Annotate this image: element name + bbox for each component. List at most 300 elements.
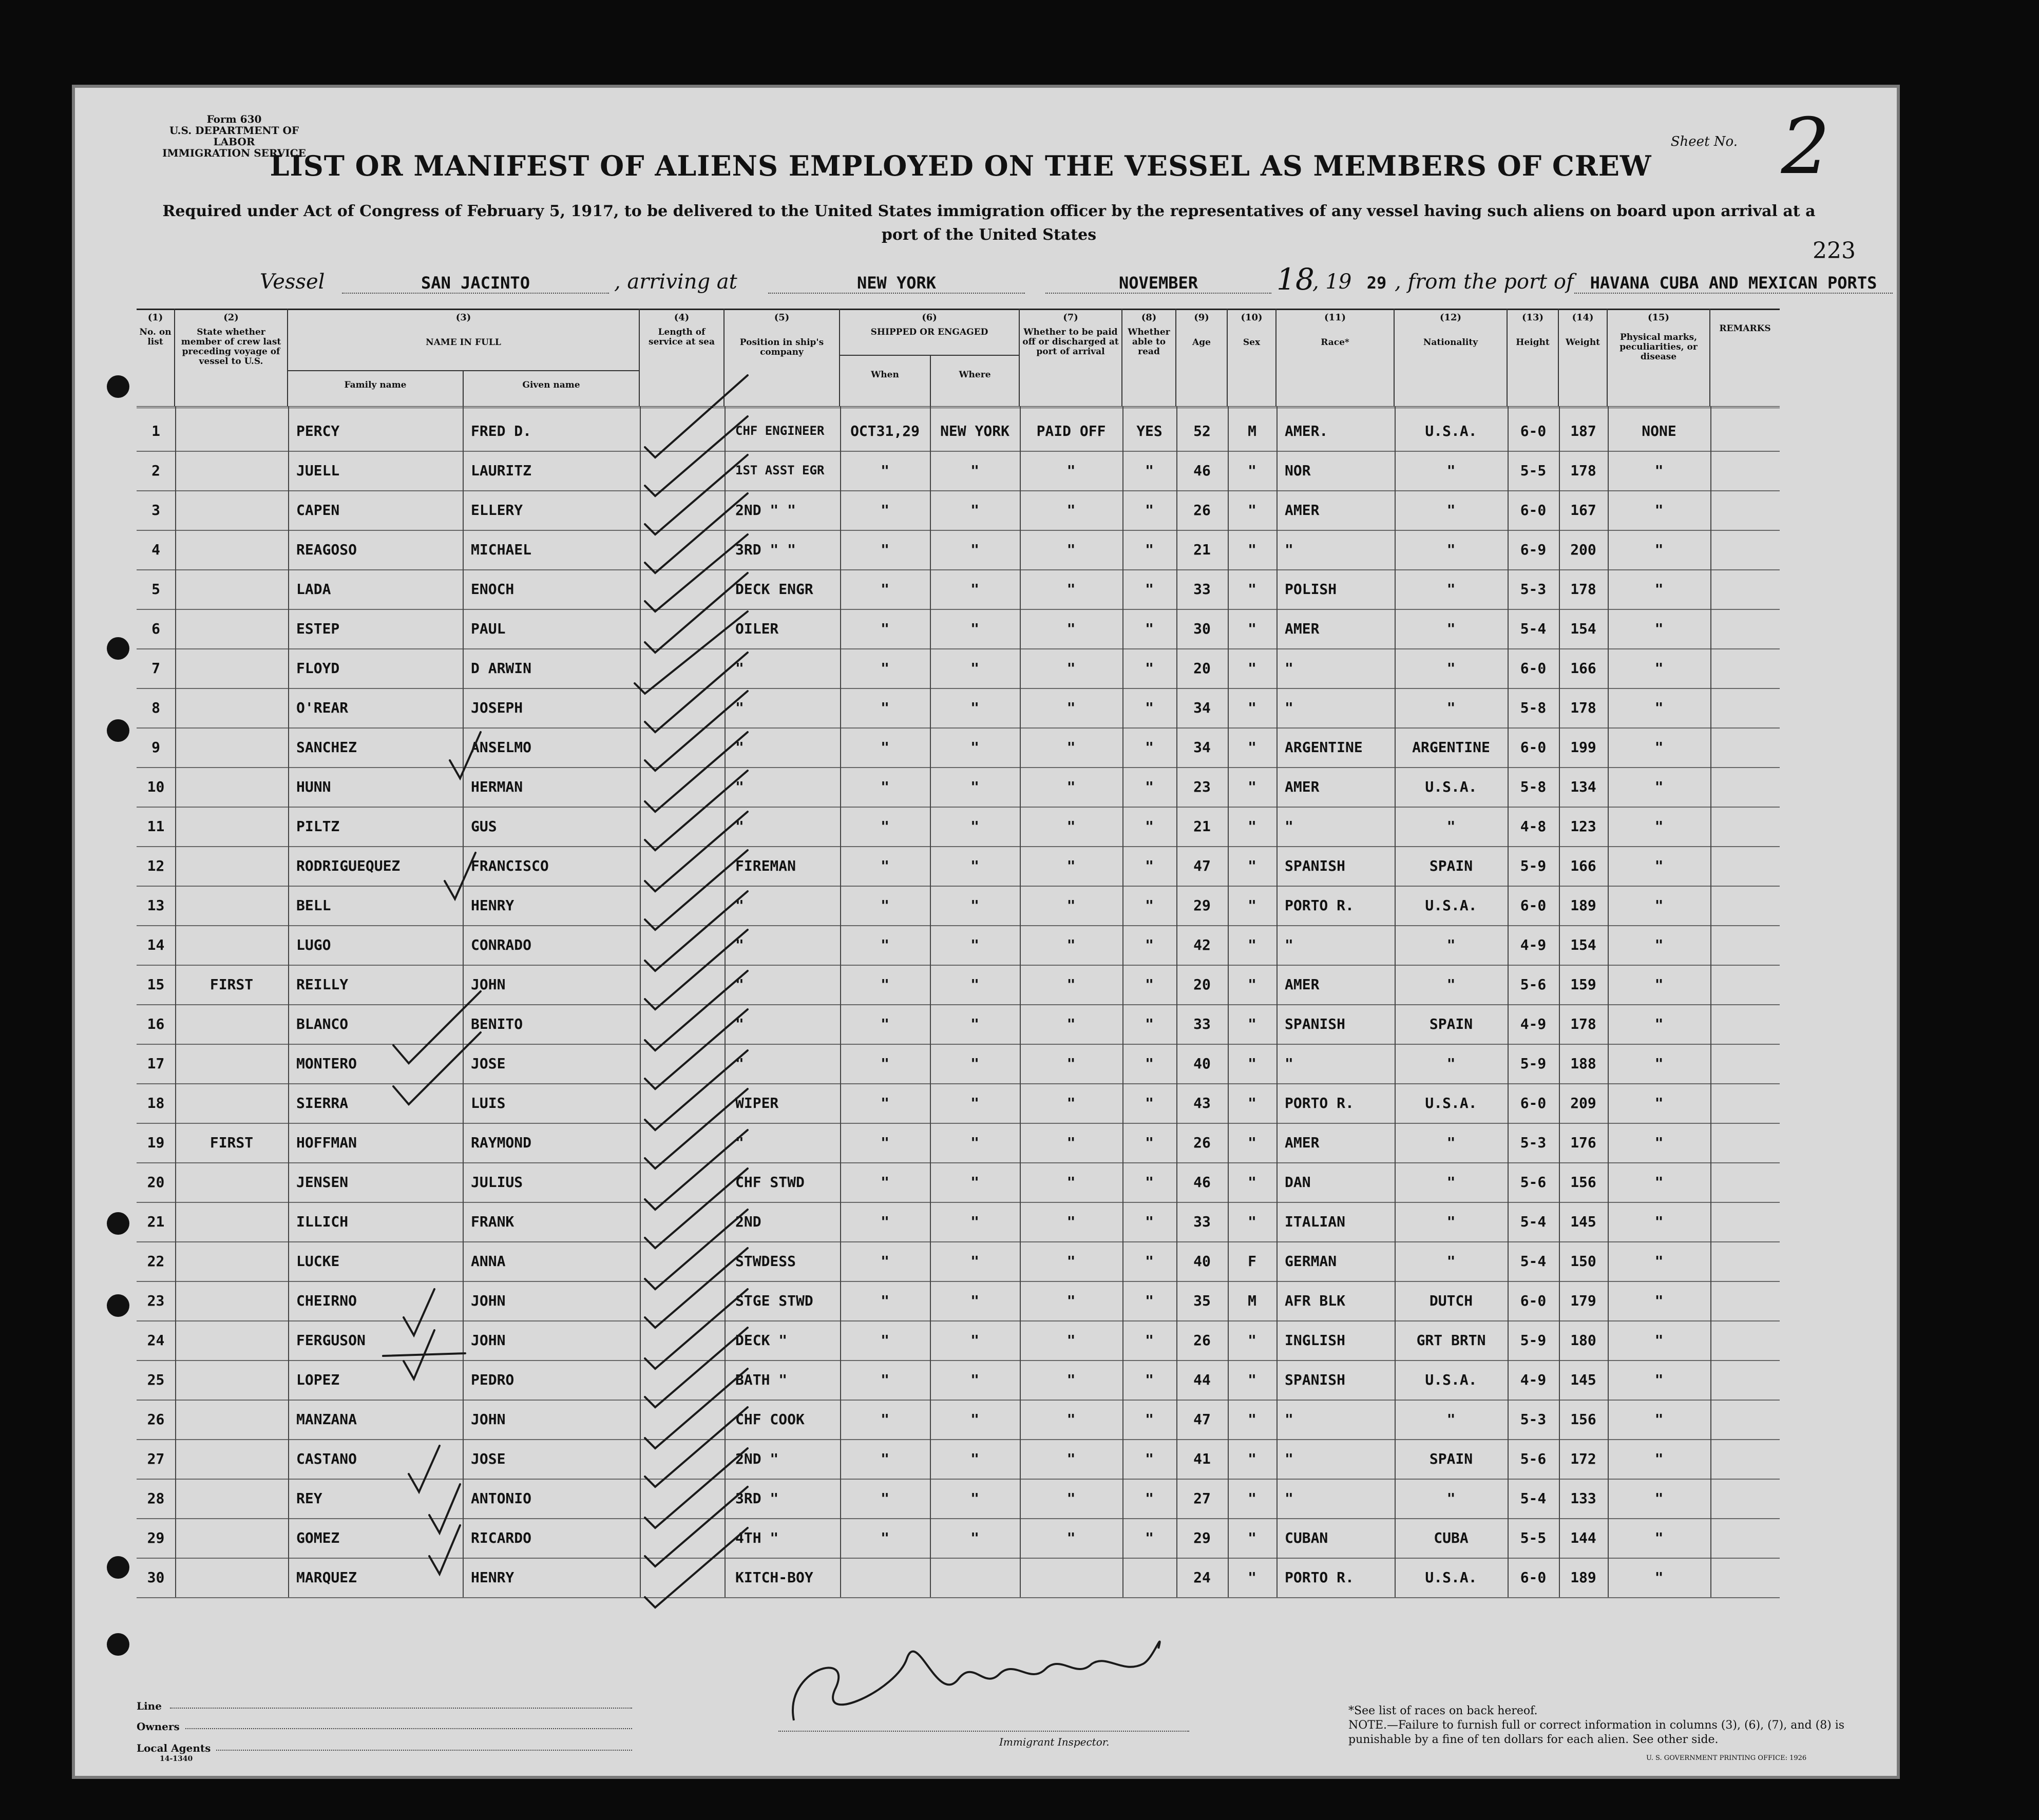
- cell-race: ": [1285, 1411, 1293, 1428]
- cell-paid: ": [1066, 1292, 1076, 1309]
- cell-nationality: U.S.A.: [1425, 423, 1477, 439]
- cell-family: JUELL: [296, 462, 340, 479]
- cell-when: ": [881, 1450, 889, 1467]
- cell-marks: ": [1654, 1253, 1664, 1270]
- cell-sex: ": [1248, 897, 1256, 914]
- cell-race: ": [1285, 1450, 1293, 1467]
- cell-when: ": [881, 541, 889, 558]
- cell-no: 26: [147, 1411, 165, 1428]
- cell-sex: ": [1248, 1055, 1256, 1072]
- cell-family: RODRIGUEQUEZ: [296, 857, 401, 874]
- cell-marks: ": [1654, 1292, 1664, 1309]
- cell-age: 20: [1193, 660, 1211, 677]
- cell-paid: ": [1066, 1134, 1076, 1151]
- cell-when: ": [881, 778, 889, 795]
- column-rule: [175, 406, 176, 1597]
- col-header-paid-off: [1020, 309, 1122, 406]
- col-label: NAME IN FULL: [426, 337, 501, 348]
- from-port: HAVANA CUBA AND MEXICAN PORTS: [1574, 273, 1893, 294]
- cell-age: 40: [1193, 1253, 1211, 1270]
- cell-position: DECK ": [735, 1332, 788, 1349]
- table-row: [137, 1044, 1780, 1084]
- cell-paid: ": [1066, 1174, 1076, 1191]
- cell-height: 5-4: [1520, 620, 1547, 637]
- cell-prev: FIRST: [209, 976, 254, 993]
- cell-prev: [175, 1360, 288, 1400]
- cell-family: CASTANO: [296, 1450, 357, 1467]
- cell-race: PORTO R.: [1285, 1095, 1354, 1112]
- col-number: (5): [774, 312, 790, 323]
- cell-weight: 145: [1570, 1213, 1596, 1230]
- note-penalty: NOTE.—Failure to furnish full or correct information in columns (3), (6), (7), and (8) is punishable by a fine of ten dollars for each alien. See other side.: [1348, 1719, 1845, 1746]
- cell-sex: ": [1248, 620, 1256, 637]
- column-rule: [640, 406, 641, 1597]
- col-header-no: [137, 309, 175, 406]
- cell-position: 1ST ASST EGR: [735, 463, 825, 477]
- cell-prev: [175, 451, 288, 490]
- cell-nationality: ": [1446, 936, 1456, 953]
- cell-paid: ": [1066, 581, 1076, 598]
- cell-prev: [175, 807, 288, 846]
- cell-position: 3RD ": [735, 1490, 779, 1507]
- cell-race: CUBAN: [1285, 1529, 1328, 1546]
- binder-hole: [107, 1294, 129, 1317]
- cell-height: 5-9: [1520, 857, 1547, 874]
- cell-no: 5: [151, 581, 160, 598]
- col-number: (13): [1521, 312, 1544, 323]
- table-row: [137, 1360, 1780, 1401]
- cell-where: ": [970, 1174, 979, 1191]
- cell-prev: [175, 1479, 288, 1518]
- cell-age: 33: [1193, 1213, 1211, 1230]
- cell-sex: ": [1248, 1569, 1256, 1586]
- cell-sex: ": [1248, 1174, 1256, 1191]
- cell-family: HOFFMAN: [296, 1134, 357, 1151]
- col-header-weight: [1559, 309, 1608, 406]
- cell-family: SIERRA: [296, 1095, 349, 1112]
- col-sub-family-name: Family name: [344, 380, 407, 390]
- cell-paid: ": [1066, 1016, 1076, 1032]
- cell-age: 24: [1193, 1569, 1211, 1586]
- cell-height: 6-0: [1520, 1292, 1547, 1309]
- cell-family: MARQUEZ: [296, 1569, 357, 1586]
- binder-hole: [107, 719, 129, 742]
- cell-given: BENITO: [471, 1016, 523, 1032]
- cell-weight: 159: [1570, 976, 1596, 993]
- cell-weight: 178: [1570, 699, 1596, 716]
- cell-race: INGLISH: [1285, 1332, 1346, 1349]
- cell-marks: ": [1654, 1055, 1664, 1072]
- cell-height: 5-8: [1520, 778, 1547, 795]
- col-number: [1710, 309, 1780, 313]
- cell-sex: ": [1248, 857, 1256, 874]
- cell-prev: [175, 569, 288, 609]
- cell-paid: ": [1066, 1055, 1076, 1072]
- column-rule: [1395, 406, 1396, 1597]
- cell-where: ": [970, 936, 979, 953]
- cell-where: ": [970, 620, 979, 637]
- cell-no: 29: [147, 1529, 165, 1546]
- cell-position: CHF STWD: [735, 1174, 805, 1191]
- cell-weight: 123: [1570, 818, 1596, 835]
- cell-height: 6-0: [1520, 1569, 1547, 1586]
- cell-age: 23: [1193, 778, 1211, 795]
- cell-height: 5-6: [1520, 976, 1547, 993]
- cell-prev: [175, 609, 288, 648]
- cell-read: ": [1145, 581, 1154, 598]
- col-label: Race*: [1321, 337, 1349, 348]
- cell-no: 18: [147, 1095, 165, 1112]
- cell-position: ": [735, 699, 744, 716]
- cell-where: ": [970, 1371, 979, 1388]
- cell-sex: ": [1248, 1016, 1256, 1032]
- cell-marks: ": [1654, 1213, 1664, 1230]
- cell-when: ": [881, 620, 889, 637]
- cell-given: JOHN: [471, 976, 506, 993]
- cell-nationality: ": [1446, 699, 1456, 716]
- cell-age: 21: [1193, 818, 1211, 835]
- cell-where: ": [970, 1450, 979, 1467]
- cell-given: PEDRO: [471, 1371, 514, 1388]
- page-subtitle: Required under Act of Congress of February 5, 1917, to be delivered to the United States immigration officer by the representatives of any vessel having such aliens on board upon arrival at a port of the United States: [162, 202, 1816, 244]
- cell-nationality: ": [1446, 1213, 1456, 1230]
- cell-weight: 133: [1570, 1490, 1596, 1507]
- cell-prev: [175, 1004, 288, 1044]
- column-rule: [930, 406, 931, 1597]
- cell-race: SPANISH: [1285, 857, 1346, 874]
- cell-family: LUCKE: [296, 1253, 340, 1270]
- cell-position: FIREMAN: [735, 857, 796, 874]
- year-prefix: , 19: [1312, 270, 1352, 294]
- cell-height: 5-8: [1520, 699, 1547, 716]
- cell-race: DAN: [1285, 1174, 1311, 1191]
- cell-marks: ": [1654, 739, 1664, 756]
- col-number: (11): [1324, 312, 1346, 323]
- cell-read: ": [1145, 620, 1154, 637]
- cell-read: ": [1145, 936, 1154, 953]
- cell-race: AMER.: [1285, 423, 1328, 439]
- column-rule: [1020, 406, 1021, 1597]
- cell-weight: 200: [1570, 541, 1596, 558]
- cell-age: 46: [1193, 462, 1211, 479]
- col-number: (6): [922, 312, 937, 323]
- cell-where: ": [970, 976, 979, 993]
- inspector-label: Immigrant Inspector.: [999, 1736, 1110, 1748]
- cell-weight: 189: [1570, 1569, 1596, 1586]
- cell-race: ITALIAN: [1285, 1213, 1346, 1230]
- note-races: *See list of races on back hereof.: [1348, 1704, 1538, 1717]
- cell-paid: ": [1066, 620, 1076, 637]
- cell-no: 27: [147, 1450, 165, 1467]
- cell-marks: ": [1654, 699, 1664, 716]
- cell-family: ESTEP: [296, 620, 340, 637]
- cell-weight: 199: [1570, 739, 1596, 756]
- col-header-shipped: [840, 309, 1020, 406]
- cell-given: MICHAEL: [471, 541, 532, 558]
- column-rule: [288, 406, 289, 1597]
- cell-prev: [175, 727, 288, 767]
- col-number: (9): [1194, 312, 1209, 323]
- cell-prev: [175, 648, 288, 688]
- cell-position: ": [735, 778, 744, 795]
- cell-weight: 167: [1570, 502, 1596, 519]
- cell-where: ": [970, 1213, 979, 1230]
- cell-marks: ": [1654, 462, 1664, 479]
- cell-family: BELL: [296, 897, 331, 914]
- form-info-line: Form 630: [206, 113, 262, 125]
- cell-no: 1: [151, 423, 160, 439]
- cell-family: LOPEZ: [296, 1371, 340, 1388]
- cell-sex: ": [1248, 1213, 1256, 1230]
- manifest-sheet: [72, 85, 1900, 1779]
- col-header-height: [1508, 309, 1559, 406]
- cell-age: 29: [1193, 897, 1211, 914]
- cell-nationality: ": [1446, 660, 1456, 677]
- cell-no: 6: [151, 620, 160, 637]
- cell-paid: ": [1066, 1450, 1076, 1467]
- cell-read: ": [1145, 739, 1154, 756]
- cell-height: 6-0: [1520, 897, 1547, 914]
- table-row: [137, 886, 1780, 926]
- cell-nationality: SPAIN: [1429, 1016, 1473, 1032]
- cell-height: 5-3: [1520, 581, 1547, 598]
- cell-where: ": [970, 1529, 979, 1546]
- cell-marks: ": [1654, 1529, 1664, 1546]
- cell-sex: ": [1248, 936, 1256, 953]
- cell-when: ": [881, 1055, 889, 1072]
- cell-where: ": [970, 778, 979, 795]
- cell-family: JENSEN: [296, 1174, 349, 1191]
- cell-no: 15: [147, 976, 165, 993]
- cell-given: HERMAN: [471, 778, 523, 795]
- table-row: [137, 451, 1780, 491]
- cell-marks: ": [1654, 620, 1664, 637]
- cell-when: ": [881, 1371, 889, 1388]
- cell-read: ": [1145, 1213, 1154, 1230]
- cell-age: 46: [1193, 1174, 1211, 1191]
- cell-weight: 178: [1570, 1016, 1596, 1032]
- cell-family: MANZANA: [296, 1411, 357, 1428]
- cell-position: 2ND " ": [735, 502, 796, 519]
- cell-paid: ": [1066, 660, 1076, 677]
- cell-nationality: U.S.A.: [1425, 1371, 1477, 1388]
- cell-prev: [175, 1241, 288, 1281]
- cell-weight: 209: [1570, 1095, 1596, 1112]
- cell-read: ": [1145, 699, 1154, 716]
- page-title: LIST OR MANIFEST OF ALIENS EMPLOYED ON THE VESSEL AS MEMBERS OF CREW: [270, 149, 1652, 182]
- cell-weight: 156: [1570, 1411, 1596, 1428]
- cell-no: 17: [147, 1055, 165, 1072]
- cell-marks: ": [1654, 1490, 1664, 1507]
- cell-paid: PAID OFF: [1036, 423, 1106, 439]
- cell-weight: 166: [1570, 857, 1596, 874]
- table-row: [137, 1558, 1780, 1598]
- cell-given: JOSE: [471, 1055, 506, 1072]
- cell-read: ": [1145, 1529, 1154, 1546]
- col-sub-given-name: Given name: [522, 380, 580, 390]
- cell-paid: ": [1066, 818, 1076, 835]
- cell-sex: ": [1248, 778, 1256, 795]
- col-label: Nationality: [1423, 337, 1478, 348]
- cell-nationality: ARGENTINE: [1412, 739, 1490, 756]
- cell-when: OCT31,29: [850, 423, 920, 439]
- cell-weight: 154: [1570, 620, 1596, 637]
- cell-no: 28: [147, 1490, 165, 1507]
- table-row: [137, 1123, 1780, 1163]
- cell-when: ": [881, 1174, 889, 1191]
- cell-where: ": [970, 1490, 979, 1507]
- arrival-day: 18: [1276, 262, 1314, 297]
- cell-marks: ": [1654, 976, 1664, 993]
- cell-prev: [175, 925, 288, 965]
- cell-family: HUNN: [296, 778, 331, 795]
- cell-when: ": [881, 1411, 889, 1428]
- cell-marks: ": [1654, 1569, 1664, 1586]
- table-row: [137, 925, 1780, 966]
- cell-sex: ": [1248, 541, 1256, 558]
- cell-weight: 189: [1570, 897, 1596, 914]
- cell-height: 5-4: [1520, 1213, 1547, 1230]
- cell-read: ": [1145, 1095, 1154, 1112]
- col-header-position: [725, 309, 840, 406]
- cell-sex: ": [1248, 502, 1256, 519]
- cell-where: ": [970, 1134, 979, 1151]
- cell-read: ": [1145, 1450, 1154, 1467]
- cell-marks: NONE: [1642, 423, 1676, 439]
- cell-when: [840, 1558, 930, 1597]
- col-header-previous-voyage: [175, 309, 288, 406]
- cell-nationality: ": [1446, 1174, 1456, 1191]
- cell-read: YES: [1136, 423, 1163, 439]
- cell-when: ": [881, 699, 889, 716]
- cell-paid: ": [1066, 897, 1076, 914]
- table-row: [137, 1241, 1780, 1282]
- cell-no: 2: [151, 462, 160, 479]
- cell-given: ANSELMO: [471, 739, 532, 756]
- cell-nationality: ": [1446, 502, 1456, 519]
- cell-paid: ": [1066, 1371, 1076, 1388]
- column-rule: [1710, 406, 1711, 1597]
- column-rule: [1608, 406, 1609, 1597]
- cell-nationality: DUTCH: [1429, 1292, 1473, 1309]
- col-number: (7): [1063, 312, 1078, 323]
- cell-weight: 180: [1570, 1332, 1596, 1349]
- cell-race: AMER: [1285, 976, 1320, 993]
- cell-where: [930, 1558, 1020, 1597]
- cell-position: OILER: [735, 620, 779, 637]
- cell-read: ": [1145, 1253, 1154, 1270]
- cell-given: JOHN: [471, 1332, 506, 1349]
- cell-family: FLOYD: [296, 660, 340, 677]
- cell-sex: ": [1248, 1095, 1256, 1112]
- cell-given: LUIS: [471, 1095, 506, 1112]
- cell-prev: [175, 1044, 288, 1083]
- cell-race: ": [1285, 699, 1293, 716]
- cell-no: 20: [147, 1174, 165, 1191]
- cell-nationality: ": [1446, 818, 1456, 835]
- cell-read: ": [1145, 1134, 1154, 1151]
- cell-prev: [175, 1162, 288, 1202]
- cell-given: ANNA: [471, 1253, 506, 1270]
- cell-age: 33: [1193, 1016, 1211, 1032]
- cell-position: STWDESS: [735, 1253, 796, 1270]
- column-rule: [1276, 406, 1278, 1597]
- cell-read: ": [1145, 462, 1154, 479]
- col-number: (2): [223, 312, 239, 323]
- cell-nationality: ": [1446, 541, 1456, 558]
- cell-age: 29: [1193, 1529, 1211, 1546]
- cell-given: CONRADO: [471, 936, 532, 953]
- cell-age: 43: [1193, 1095, 1211, 1112]
- from-label: , from the port of: [1395, 270, 1574, 294]
- cell-family: REY: [296, 1490, 322, 1507]
- cell-paid: ": [1066, 1213, 1076, 1230]
- cell-paid: ": [1066, 739, 1076, 756]
- cell-given: JOHN: [471, 1411, 506, 1428]
- cell-where: ": [970, 857, 979, 874]
- cell-nationality: SPAIN: [1429, 857, 1473, 874]
- cell-position: ": [735, 1016, 744, 1032]
- cell-where: ": [970, 581, 979, 598]
- cell-nationality: CUBA: [1434, 1529, 1469, 1546]
- table-row: [137, 1320, 1780, 1361]
- cell-no: 4: [151, 541, 160, 558]
- binder-hole: [107, 1633, 129, 1656]
- footer-line-label: Line: [137, 1700, 162, 1712]
- cell-weight: 134: [1570, 778, 1596, 795]
- cell-sex: ": [1248, 699, 1256, 716]
- cell-position: 2ND ": [735, 1450, 779, 1467]
- footer-agents-code: 14-1340: [160, 1755, 193, 1763]
- cell-read: ": [1145, 857, 1154, 874]
- cell-weight: 187: [1570, 423, 1596, 439]
- col-label: Position in ship's company: [739, 337, 824, 357]
- cell-age: 52: [1193, 423, 1211, 439]
- cell-read: ": [1145, 1490, 1154, 1507]
- cell-sex: ": [1248, 739, 1256, 756]
- cell-weight: 154: [1570, 936, 1596, 953]
- cell-given: GUS: [471, 818, 497, 835]
- cell-when: ": [881, 1490, 889, 1507]
- cell-nationality: SPAIN: [1429, 1450, 1473, 1467]
- cell-marks: ": [1654, 1332, 1664, 1349]
- footer-agents-field: [216, 1750, 632, 1751]
- table-row: [137, 767, 1780, 808]
- cell-where: ": [970, 897, 979, 914]
- cell-when: ": [881, 502, 889, 519]
- cell-where: ": [970, 1253, 979, 1270]
- cell-given: ELLERY: [471, 502, 523, 519]
- signature-scribble: [793, 1641, 1160, 1720]
- cell-age: 35: [1193, 1292, 1211, 1309]
- cell-age: 27: [1193, 1490, 1211, 1507]
- col-number: (4): [674, 312, 690, 323]
- cell-weight: 145: [1570, 1371, 1596, 1388]
- col-label: Whether to be paid off or discharged at port of arrival: [1022, 327, 1119, 357]
- col-label: State whether member of crew last preceding voyage of vessel to U.S.: [181, 327, 281, 367]
- cell-when: ": [881, 1529, 889, 1546]
- cell-position: ": [735, 660, 744, 677]
- column-rule: [1122, 406, 1123, 1597]
- col-label: Sex: [1243, 337, 1261, 348]
- col-label: Length of service at sea: [649, 327, 715, 347]
- cell-given: JOSE: [471, 1450, 506, 1467]
- cell-prev: FIRST: [209, 1134, 254, 1151]
- cell-given: FRANK: [471, 1213, 514, 1230]
- cell-marks: ": [1654, 502, 1664, 519]
- cell-marks: ": [1654, 660, 1664, 677]
- cell-height: 5-5: [1520, 1529, 1547, 1546]
